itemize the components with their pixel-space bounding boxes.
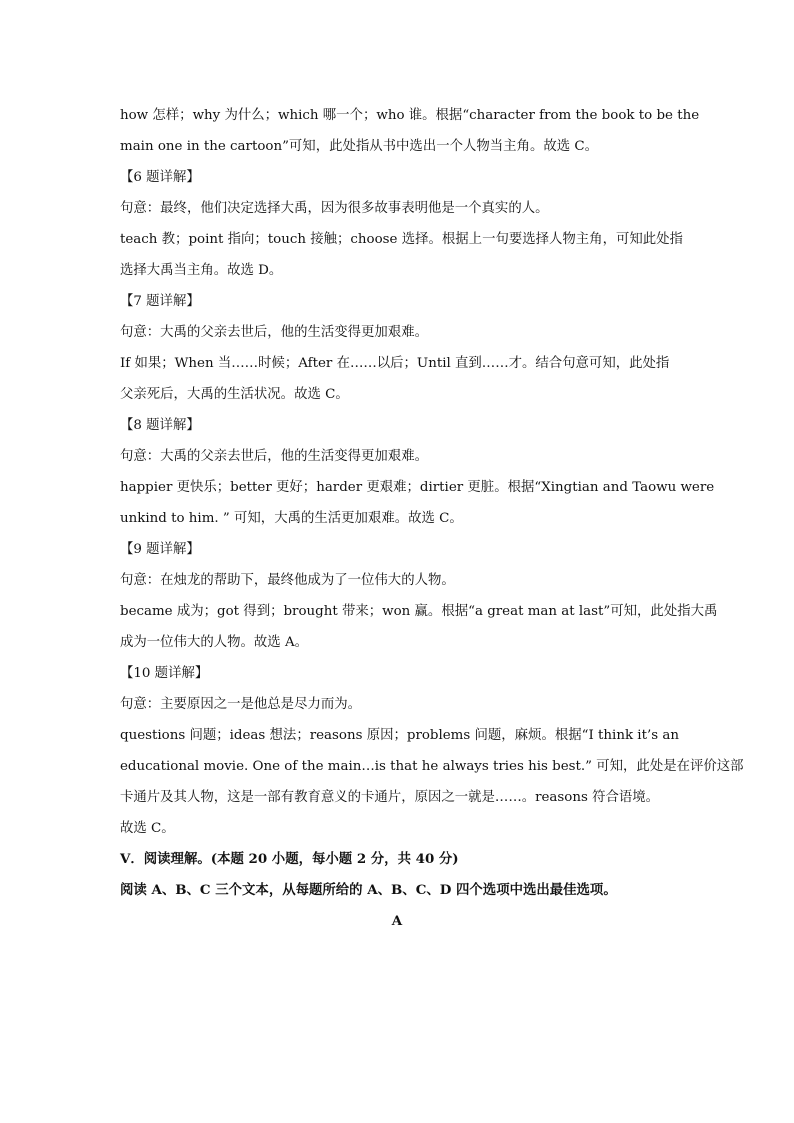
answer-explanation-line: 父亲死后，大禹的生活状况。故选 C。 <box>120 387 349 402</box>
answer-explanation-line: happier 更快乐；better 更好；harder 更艰难；dirtier 更脏。根据“Xingtian and Taowu were <box>120 480 715 495</box>
sentence-meaning-line: 句意：主要原因之一是他总是尽力而为。 <box>120 697 362 712</box>
document-body <box>120 100 744 937</box>
answer-explanation-line: questions 问题；ideas 想法；reasons 原因；problems 问题，麻烦。根据“I think it’s an <box>120 728 679 743</box>
answer-explanation-line: 成为一位伟大的人物。故选 A。 <box>120 635 309 650</box>
answer-explanation-line: 选择大禹当主角。故选 D。 <box>120 263 283 278</box>
sentence-meaning-line: 句意：大禹的父亲去世后，他的生活变得更加艰难。 <box>120 325 428 340</box>
question-10-heading: 【10 题详解】 <box>120 666 209 681</box>
answer-explanation-line: main one in the cartoon”可知，此处指从书中选出一个人物当主角。故选 C。 <box>120 139 599 154</box>
answer-explanation-line: If 如果；When 当……时候；After 在……以后；Until 直到……才。结合句意可知，此处指 <box>120 356 670 371</box>
answer-explanation-line: became 成为；got 得到；brought 带来；won 赢。根据“a great man at last”可知，此处指大禹 <box>120 604 718 619</box>
sentence-meaning-line: 句意：在烛龙的帮助下，最终他成为了一位伟大的人物。 <box>120 573 455 588</box>
sentence-meaning-line: 句意：大禹的父亲去世后，他的生活变得更加艰难。 <box>120 449 428 464</box>
answer-explanation-line: educational movie. One of the main…is that he always tries his best.” 可知，此处是在评价这部 <box>120 759 744 774</box>
question-6-heading: 【6 题详解】 <box>120 170 200 185</box>
question-7-heading: 【7 题详解】 <box>120 294 200 309</box>
question-8-heading: 【8 题详解】 <box>120 418 200 433</box>
answer-explanation-line: 卡通片及其人物，这是一部有教育意义的卡通片，原因之一就是……。reasons 符合语境。 <box>120 790 660 805</box>
answer-explanation-line: how 怎样；why 为什么；which 哪一个；who 谁。根据“character from the book to be the <box>120 108 700 123</box>
question-9-heading: 【9 题详解】 <box>120 542 200 557</box>
answer-explanation-line: teach 教；point 指向；touch 接触；choose 选择。根据上一句要选择人物主角，可知此处指 <box>120 232 683 247</box>
section-v-instructions: 阅读 A、B、C 三个文本，从每题所给的 A、B、C、D 四个选项中选出最佳选项。 <box>120 882 617 898</box>
section-v-title: V．阅读理解。(本题 20 小题，每小题 2 分，共 40 分) <box>120 851 459 867</box>
sentence-meaning-line: 句意：最终，他们决定选择大禹，因为很多故事表明他是一个真实的人。 <box>120 201 549 216</box>
answer-explanation-line: unkind to him. ” 可知，大禹的生活更加艰难。故选 C。 <box>120 511 463 526</box>
passage-a-heading: A <box>391 913 403 929</box>
answer-explanation-line: 故选 C。 <box>120 821 175 836</box>
